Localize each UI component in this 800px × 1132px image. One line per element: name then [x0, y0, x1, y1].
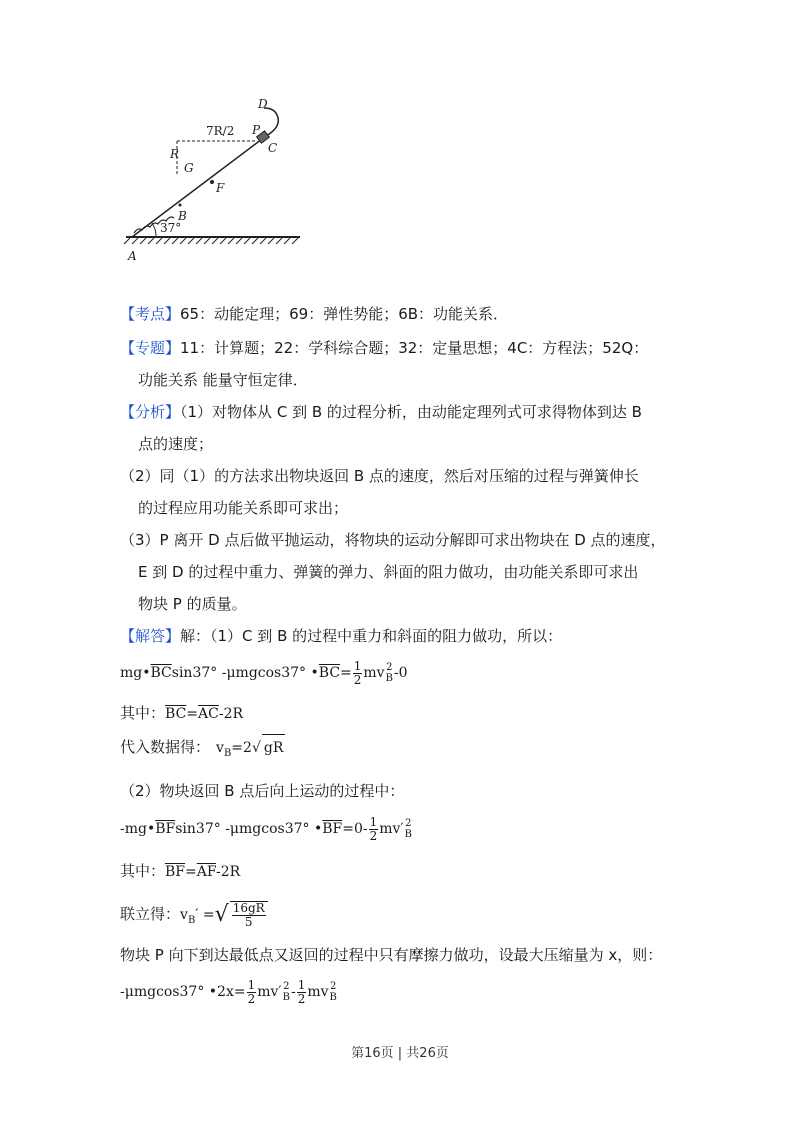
- point-g: [179, 204, 182, 207]
- incline-line: [132, 136, 266, 237]
- eq1-part: mv: [363, 665, 385, 681]
- eq2-prefix: 其中：: [120, 704, 166, 722]
- point-f: [210, 180, 214, 184]
- fenxi-text-1: （1）对物体从 C 到 B 的过程分析，由动能定理列式可求得物体到达 B: [180, 403, 642, 421]
- eq1-bc: $\overline{BC}$: [318, 665, 341, 681]
- fenxi-text-4: 的过程应用功能关系即可求出；: [138, 499, 349, 517]
- semicircle-track: [264, 108, 278, 136]
- fenxi-text-7: 物块 P 的质量。: [138, 595, 247, 613]
- eq1-part: =: [340, 665, 352, 681]
- fenxi-tag: 【分析】: [120, 403, 181, 421]
- superscript: 2: [283, 981, 290, 992]
- label-f: F: [216, 181, 225, 195]
- eq2-part: -2R: [218, 706, 244, 722]
- angle-arc: [152, 223, 156, 237]
- eq5-prefix: 其中：: [120, 862, 166, 880]
- fenxi-line-1: [120, 401, 642, 423]
- superscript: 2: [405, 818, 412, 829]
- equation-2: [120, 702, 243, 725]
- kaodian-text: 65：动能定理；69：弹性势能；6B：功能关系．: [180, 305, 509, 323]
- label-g: G: [184, 161, 194, 175]
- eq4-part: =0-: [342, 821, 368, 837]
- kaodian-tag: 【考点】: [120, 305, 181, 323]
- label-r: R: [170, 147, 180, 161]
- eq6-prefix: 联立得：: [120, 905, 181, 923]
- zhuanti-text-2: 功能关系 能量守恒定律．: [138, 371, 308, 389]
- eq4-script: [405, 818, 412, 840]
- eq3-prefix: 代入数据得：: [120, 738, 211, 756]
- eq6-part: ′ =: [195, 907, 215, 923]
- fenxi-text-6: E 到 D 的过程中重力、弹簧的弹力、斜面的阻力做功，由功能关系即可求出: [138, 563, 639, 581]
- eq1-script: [386, 662, 393, 684]
- subscript: B: [329, 992, 337, 1003]
- numerator: 1: [369, 814, 378, 829]
- eq7-part: -: [290, 984, 296, 1000]
- eq4-part: mv′: [379, 821, 404, 837]
- eq5-part: =: [185, 864, 197, 880]
- eq1-part: mg•: [120, 665, 151, 681]
- eq7-fraction-2: [297, 979, 307, 1006]
- eq2-part: =: [186, 706, 199, 722]
- numerator: 1: [247, 977, 256, 992]
- label-7r2: 7R/2: [206, 124, 235, 138]
- part3-text: 物块 P 向下到达最低点又返回的过程中只有摩擦力做功，设最大压缩量为 x，则：: [120, 946, 663, 964]
- subscript: B: [385, 673, 393, 684]
- denominator: 2: [297, 991, 306, 1006]
- subscript: B: [404, 829, 413, 840]
- eq2-bc: $\overline{BC}$: [165, 706, 187, 722]
- eq4-bf: $\overline{BF}$: [322, 821, 343, 837]
- eq7-script-2: [330, 981, 337, 1003]
- eq4-part: -mg•: [120, 821, 156, 837]
- eq3-part: v: [216, 740, 224, 756]
- eq1-fraction: [353, 660, 363, 687]
- numerator: 16gR: [232, 901, 265, 915]
- eq3-part: =2: [231, 740, 252, 756]
- eq1-bc: $\overline{BC}$: [150, 665, 172, 681]
- zhuanti-text-1: 11：计算题；22：学科综合题；32：定量思想；4C：方程法；52Q：: [180, 339, 649, 357]
- jieda-text: 解：（1）C 到 B 的过程中重力和斜面的阻力做功，所以：: [180, 627, 563, 645]
- eq1-part: -0: [393, 665, 408, 681]
- eq4-fraction: [369, 816, 379, 843]
- denominator: 2: [369, 828, 378, 843]
- eq7-script-1: [283, 981, 290, 1003]
- eq4-part: sin37° -μmgcos37° •: [175, 821, 323, 837]
- part2-text: （2）物块返回 B 点后向上运动的过程中：: [120, 782, 405, 800]
- ground-hatching: [124, 238, 298, 244]
- eq5-part: -2R: [215, 864, 241, 880]
- eq4-bf: $\overline{BF}$: [155, 821, 176, 837]
- equation-5: [120, 860, 240, 883]
- eq6-part: v: [180, 907, 188, 923]
- subscript: B: [282, 992, 290, 1003]
- eq5-af: $\overline{AF}$: [196, 864, 216, 880]
- incline-diagram: [120, 92, 310, 264]
- eq7-part: mv: [307, 984, 329, 1000]
- equation-6: 联立得：$v_B'$ =√ $\frac{16gR}{5}$: [120, 896, 269, 939]
- eq3-radicand: gR: [262, 734, 286, 761]
- eq2-ac: $\overline{AC}$: [198, 706, 219, 722]
- fenxi-text-3: （2）同（1）的方法求出物块返回 B 点的速度，然后对压缩的过程与弹簧伸长: [120, 467, 639, 485]
- label-b: B: [178, 209, 187, 223]
- eq7-part: mv′: [257, 984, 282, 1000]
- denominator: 5: [244, 915, 253, 929]
- equation-3: 代入数据得： $v_B=2√$ gR: [120, 734, 285, 767]
- equation-7: [120, 976, 338, 1008]
- eq5-bf: $\overline{BF}$: [165, 864, 186, 880]
- superscript: 2: [386, 662, 393, 673]
- eq6-subscript: B: [187, 915, 196, 926]
- zhuanti-line-1: [120, 337, 648, 359]
- zhuanti-tag: 【专题】: [120, 339, 181, 357]
- numerator: 1: [297, 977, 306, 992]
- equation-1: [120, 658, 408, 688]
- label-p: P: [252, 123, 261, 137]
- label-a: A: [128, 249, 137, 263]
- jieda-tag: 【解答】: [120, 627, 181, 645]
- page-footer: 第16页 | 共26页: [351, 1046, 449, 1061]
- fenxi-text-5: （3）P 离开 D 点后做平抛运动，将物块的运动分解即可求出物块在 D 点的速度，: [120, 531, 666, 549]
- denominator: 2: [353, 672, 362, 687]
- eq1-part: sin37° -μmgcos37° •: [171, 665, 319, 681]
- eq7-part: -μmgcos37° •2x=: [120, 984, 246, 1000]
- jieda-line: [120, 625, 562, 647]
- eq3-subscript: B: [223, 748, 232, 759]
- superscript: 2: [330, 981, 337, 992]
- eq6-fraction: [230, 901, 268, 929]
- numerator: 1: [353, 658, 362, 673]
- label-d: D: [258, 97, 268, 111]
- kaodian-line: [120, 303, 508, 325]
- label-angle: 37°: [160, 221, 182, 235]
- equation-4: [120, 814, 413, 844]
- fenxi-text-2: 点的速度；: [138, 435, 214, 453]
- eq7-fraction-1: [247, 979, 257, 1006]
- label-c: C: [268, 141, 278, 155]
- denominator: 2: [247, 991, 256, 1006]
